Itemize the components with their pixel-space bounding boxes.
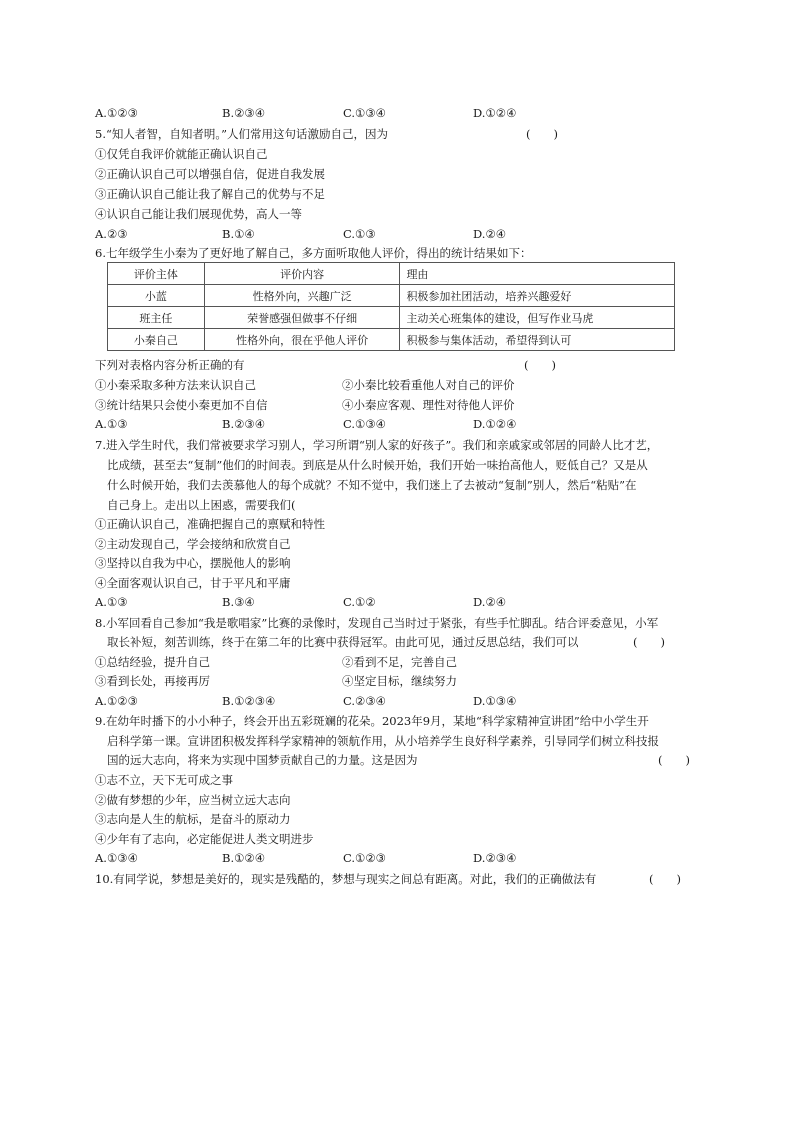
q7-stem-line-3: 什么时候开始，我们去羡慕他人的每个成就？不知不觉中，我们迷上了去被动“复制”别人，然后“粘贴”在	[107, 478, 637, 492]
q9-item-4: ④少年有了志向，必定能促进人类文明进步	[95, 832, 314, 846]
table-cell: 性格外向，很在乎他人评价	[204, 329, 400, 351]
q5-answer-paren: ( )	[526, 127, 558, 141]
q9-stem-line-2: 启科学第一课。宣讲团积极发挥科学家精神的领航作用，从小培养学生良好科学素养，引导同学们树立科技报	[107, 734, 659, 748]
table-cell: 主动关心班集体的建设，但写作业马虎	[400, 307, 675, 329]
q6-option-b: B.②③④	[222, 417, 266, 431]
table-cell: 小秦自己	[108, 329, 205, 351]
q5-item-2: ②正确认识自己可以增强自信，促进自我发展	[95, 167, 325, 181]
q10-answer-paren: ( )	[649, 872, 681, 886]
q6-question: 下列对表格内容分析正确的有	[95, 358, 245, 372]
q4-option-c: C.①③④	[343, 106, 386, 120]
q8-item-2: ②看到不足，完善自己	[342, 655, 457, 669]
q7-stem-line-1: 7.进入学生时代，我们常被要求学习别人，学习所谓“别人家的好孩子”。我们和亲戚家或邻居的同龄人比才艺，	[95, 438, 659, 452]
table-cell: 荣誉感强但做事不仔细	[204, 307, 400, 329]
q9-item-3: ③志向是人生的航标，是奋斗的原动力	[95, 812, 291, 826]
q9-stem-line-1: 9.在幼年时播下的小小种子，终会开出五彩斑斓的花朵。2023年9月，某地“科学家精神宣讲团”给中小学生开	[95, 714, 649, 728]
q8-item-1: ①总结经验，提升自己	[95, 655, 210, 669]
table-cell: 小蓝	[108, 285, 205, 307]
table-header: 评价主体	[108, 263, 205, 285]
q7-item-2: ②主动发现自己，学会接纳和欣赏自己	[95, 537, 291, 551]
q7-item-4: ④全面客观认识自己，甘于平凡和平庸	[95, 576, 291, 590]
q8-stem-line-2: 取长补短，刻苦训练，终于在第二年的比赛中获得冠军。由此可见，通过反思总结，我们可以	[107, 635, 579, 649]
table-header-row	[108, 263, 675, 285]
q9-item-1: ①志不立，天下无可成之事	[95, 773, 233, 787]
q9-option-c: C.①②③	[343, 851, 386, 865]
q7-option-b: B.③④	[222, 595, 255, 609]
table-header: 评价内容	[204, 263, 400, 285]
q8-item-3: ③看到长处，再接再厉	[95, 674, 210, 688]
q9-option-d: D.②③④	[473, 851, 517, 865]
q4-option-d: D.①②④	[473, 106, 517, 120]
table-cell: 性格外向，兴趣广泛	[204, 285, 400, 307]
q4-option-b: B.②③④	[222, 106, 266, 120]
q9-stem-line-3: 国的远大志向，将来为实现中国梦贡献自己的力量。这是因为	[107, 753, 418, 767]
q5-item-1: ①仅凭自我评价就能正确认识自己	[95, 147, 268, 161]
q6-item-2: ②小秦比较看重他人对自己的评价	[342, 378, 515, 392]
table-row	[108, 285, 675, 307]
table-cell: 积极参加社团活动，培养兴趣爱好	[400, 285, 675, 307]
q6-option-a: A.①③	[95, 417, 128, 431]
q9-item-2: ②做有梦想的少年，应当树立远大志向	[95, 793, 291, 807]
q8-answer-paren: ( )	[633, 635, 665, 649]
q7-item-1: ①正确认识自己，准确把握自己的禀赋和特性	[95, 517, 325, 531]
q8-option-b: B.①②③④	[222, 694, 276, 708]
q6-item-4: ④小秦应客观、理性对待他人评价	[342, 398, 515, 412]
q9-answer-paren: ( )	[658, 753, 690, 767]
q6-item-1: ①小秦采取多种方法来认识自己	[95, 378, 256, 392]
q4-option-a: A.①②③	[95, 106, 138, 120]
q6-item-3: ③统计结果只会使小秦更加不自信	[95, 398, 268, 412]
q6-option-c: C.①③④	[343, 417, 386, 431]
table-row	[108, 307, 675, 329]
table-row	[108, 329, 675, 351]
q7-option-d: D.②④	[473, 595, 507, 609]
q6-stem: 6.七年级学生小秦为了更好地了解自己，多方面听取他人评价，得出的统计结果如下：	[95, 246, 532, 260]
q6-answer-paren: ( )	[524, 358, 556, 372]
q8-item-4: ④坚定目标，继续努力	[342, 674, 457, 688]
q8-option-a: A.①②③	[95, 694, 138, 708]
q8-stem-line-1: 8.小军回看自己参加“我是歌唱家”比赛的录像时，发现自己当时过于紧张，有些手忙脚乱。结合评委意见，小军	[95, 616, 659, 630]
q9-option-b: B.①②④	[222, 851, 266, 865]
q5-option-c: C.①③	[343, 227, 376, 241]
q5-option-d: D.②④	[473, 227, 507, 241]
q8-option-d: D.①③④	[473, 694, 517, 708]
q5-option-b: B.①④	[222, 227, 255, 241]
q7-stem-line-4: 自己身上。走出以上困惑，需要我们(	[107, 498, 296, 512]
q7-option-a: A.①③	[95, 595, 128, 609]
q9-option-a: A.①③④	[95, 851, 138, 865]
q5-stem: 5.“知人者智，自知者明。”人们常用这句话激励自己，因为	[95, 127, 388, 141]
table-header: 理由	[400, 263, 675, 285]
q5-item-3: ③正确认识自己能让我了解自己的优势与不足	[95, 187, 325, 201]
q5-item-4: ④认识自己能让我们展现优势，高人一等	[95, 207, 302, 221]
q6-option-d: D.①②④	[473, 417, 517, 431]
q10-stem: 10.有同学说，梦想是美好的，现实是残酷的，梦想与现实之间总有距离。对此，我们的正确做法有	[95, 872, 597, 886]
q5-option-a: A.②③	[95, 227, 128, 241]
table-cell: 班主任	[108, 307, 205, 329]
q7-option-c: C.①②	[343, 595, 376, 609]
table-cell: 积极参与集体活动，希望得到认可	[400, 329, 675, 351]
q7-item-3: ③坚持以自我为中心，摆脱他人的影响	[95, 556, 291, 570]
q7-stem-line-2: 比成绩，甚至去“复制”他们的时间表。到底是从什么时候开始，我们开始一味抬高他人，贬低自己？又是从	[107, 458, 648, 472]
q6-evaluation-table	[107, 262, 675, 351]
q8-option-c: C.②③④	[343, 694, 386, 708]
